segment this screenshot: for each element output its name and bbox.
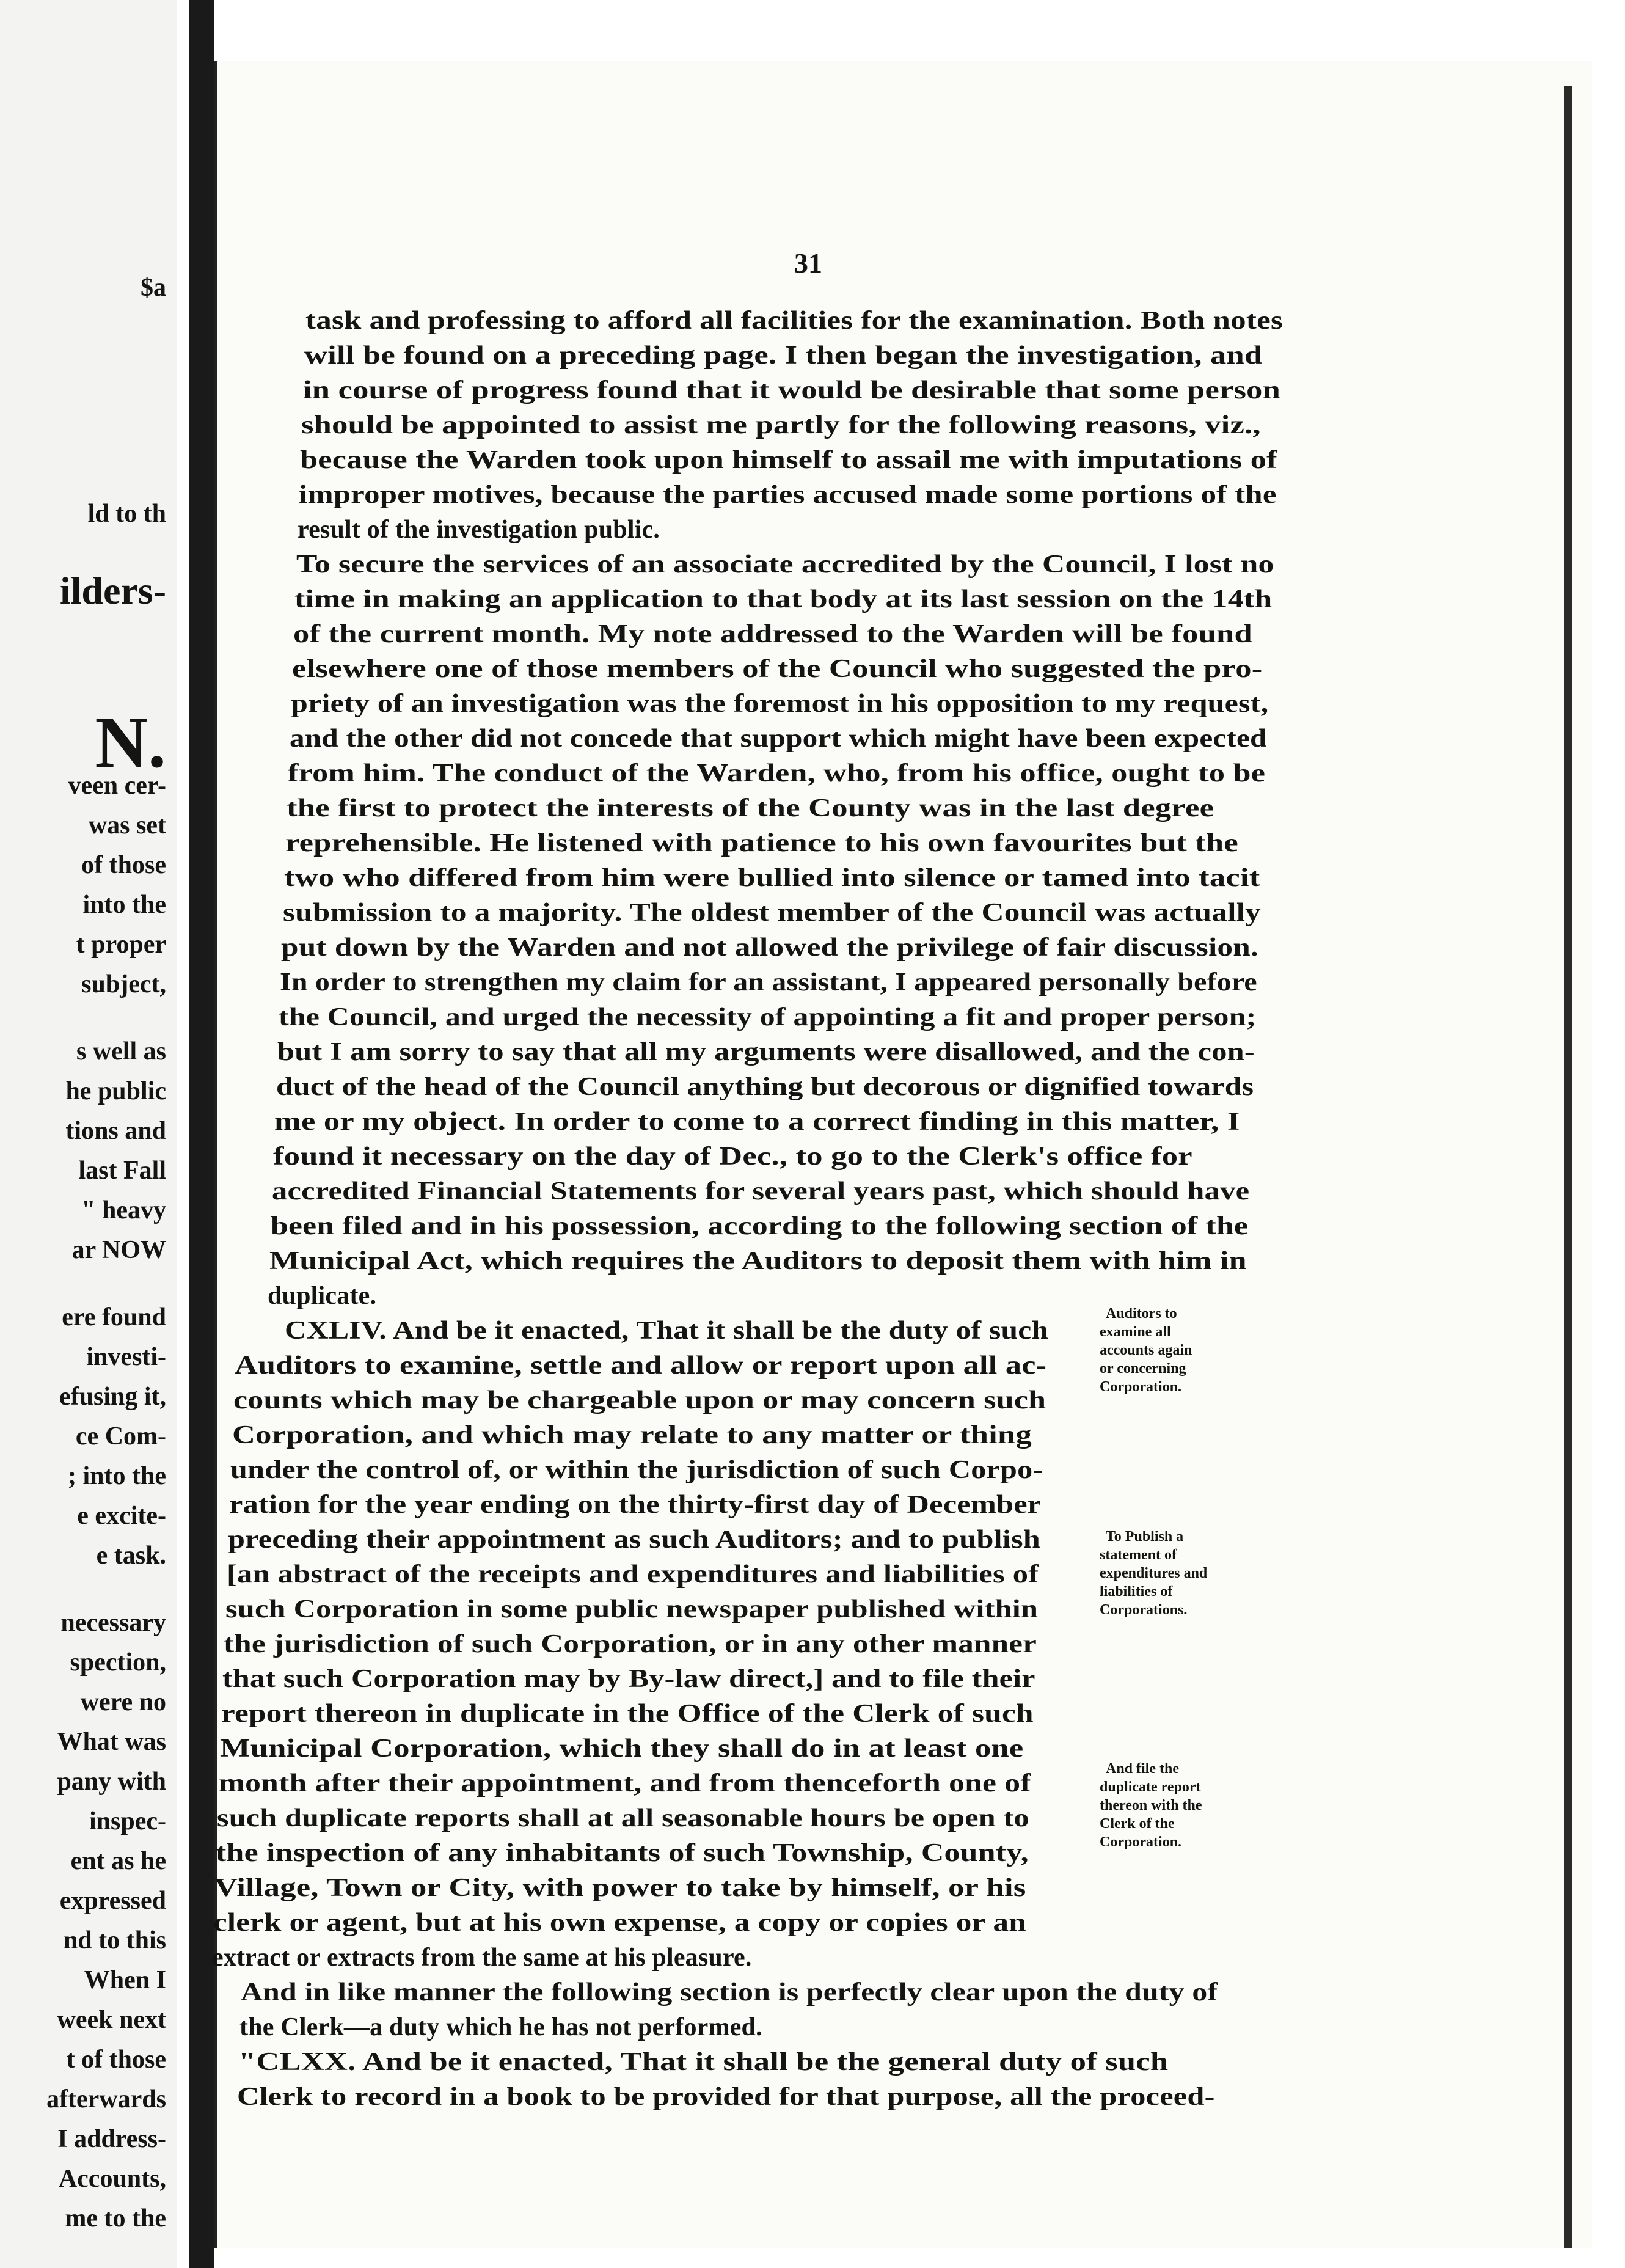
body-line: In order to strengthen my claim for an assistant, I appeared personally before [280, 968, 1257, 997]
left-page-fragment: What was [57, 1728, 166, 1756]
body-line: from him. The conduct of the Warden, who, from his office, ought to be [288, 759, 1266, 788]
body-line: two who differed from him were bullied into silence or tamed into tacit [284, 864, 1260, 892]
body-line: the Clerk—a duty which he has not performed. [239, 2013, 762, 2041]
body-line: in course of progress found that it would be desirable that some person [303, 376, 1280, 404]
left-page-fragment: inspec- [89, 1807, 166, 1835]
body-line: time in making an application to that body at its last session on the 14th [294, 585, 1273, 613]
left-page-fragment: veen cer- [68, 772, 166, 800]
margin-note-line: Corporation. [1100, 1379, 1181, 1395]
margin-note-line: Corporations. [1100, 1602, 1188, 1618]
margin-note-line: statement of [1100, 1547, 1177, 1563]
left-page-fragment: e task. [96, 1542, 166, 1570]
body-line: Municipal Corporation, which they shall do in at least one [220, 1735, 1024, 1763]
left-page-fragment: I address- [57, 2125, 166, 2153]
body-line: month after their appointment, and from thenceforth one of [219, 1769, 1031, 1798]
margin-note-line: Clerk of the [1100, 1816, 1175, 1832]
body-line: Corporation, and which may relate to any matter or thing [232, 1421, 1032, 1449]
left-page-fragment: ld to th [87, 500, 166, 528]
left-page-fragment: into the [82, 891, 166, 919]
left-page-fragment: t proper [76, 931, 166, 959]
left-page-fragment: he public [65, 1077, 166, 1105]
body-line: such duplicate reports shall at all seasonable hours be open to [217, 1804, 1029, 1832]
body-line: "CLXX. And be it enacted, That it shall be the general duty of such [238, 2048, 1169, 2076]
left-page-fragment: N. [95, 701, 166, 783]
left-page-fragment: ce Com- [75, 1422, 166, 1450]
body-line: result of the investigation public. [298, 516, 660, 544]
margin-note-line: Auditors to [1106, 1306, 1177, 1322]
left-page-fragment: pany with [57, 1768, 166, 1796]
left-page-fragment: afterwards [46, 2085, 166, 2113]
body-line: And in like manner the following section is perfectly clear upon the duty of [241, 1978, 1218, 2006]
body-line: clerk or agent, but at his own expense, a copy or copies or an [213, 1909, 1026, 1937]
body-line: duct of the head of the Council anything but decorous or dignified towards [276, 1073, 1254, 1101]
left-page-fragment: ent as he [70, 1847, 166, 1875]
left-page-fragment: necessary [60, 1609, 166, 1637]
body-line: been filed and in his possession, according to the following section of the [271, 1212, 1249, 1240]
left-page-fragment: subject, [81, 970, 166, 998]
left-page-fragment: me to the [65, 2204, 166, 2233]
left-page-fragment: spection, [70, 1648, 166, 1677]
body-line: To secure the services of an associate accredited by the Council, I lost no [296, 551, 1274, 579]
body-line: ration for the year ending on the thirty-first day of December [229, 1491, 1042, 1519]
body-line: the inspection of any inhabitants of such Township, County, [216, 1839, 1029, 1867]
left-page-fragment: was set [88, 811, 166, 840]
body-line: should be appointed to assist me partly for the following reasons, viz., [301, 411, 1261, 439]
left-page-fragment: investi- [86, 1343, 166, 1371]
margin-note-line: Corporation. [1100, 1834, 1181, 1850]
margin-note-line: or concerning [1100, 1361, 1186, 1377]
body-line: Clerk to record in a book to be provided for that purpose, all the proceed- [237, 2083, 1215, 2111]
left-page-fragment: Accounts, [58, 2165, 166, 2193]
body-line: that such Corporation may by By-law direct,] and to file their [222, 1665, 1035, 1693]
left-page-fragment: week next [57, 2006, 166, 2034]
body-line: counts which may be chargeable upon or may concern such [233, 1386, 1046, 1414]
body-line: [an abstract of the receipts and expenditures and liabilities of [227, 1560, 1039, 1589]
body-line: duplicate. [268, 1282, 377, 1310]
body-line: put down by the Warden and not allowed the privilege of fair discussion. [281, 934, 1259, 962]
body-line: elsewhere one of those members of the Council who suggested the pro- [292, 655, 1263, 683]
body-line: extract or extracts from the same at his pleasure. [212, 1944, 752, 1972]
margin-note-line: examine all [1100, 1324, 1171, 1340]
left-page-fragment: ar NOW [71, 1236, 166, 1264]
margin-note-line: To Publish a [1106, 1529, 1184, 1545]
left-page-fragment: $a [141, 274, 166, 302]
margin-note-line: thereon with the [1100, 1798, 1202, 1813]
left-page-fragment: nd to this [63, 1926, 166, 1955]
margin-note-line: accounts again [1100, 1342, 1192, 1358]
left-page-fragment: ; into the [68, 1462, 166, 1490]
body-line: submission to a majority. The oldest member of the Council was actually [283, 899, 1262, 927]
body-line: under the control of, or within the jurisdiction of such Corpo- [230, 1456, 1043, 1484]
body-line: and the other did not concede that support which might have been expected [290, 725, 1267, 753]
left-page-fragment: ere found [62, 1303, 166, 1331]
page-edge-shadow [1564, 86, 1572, 2248]
left-page-fragment: efusing it, [59, 1383, 166, 1411]
body-line: Municipal Act, which requires the Auditors to deposit them with him in [269, 1247, 1247, 1275]
left-page-fragment: e excite- [77, 1502, 166, 1530]
left-page-fragment: s well as [76, 1037, 166, 1066]
body-line: will be found on a preceding page. I then began the investigation, and [304, 342, 1263, 370]
margin-note-line: liabilities of [1100, 1584, 1173, 1600]
body-line: task and professing to afford all facilities for the examination. Both notes [305, 307, 1284, 335]
body-line: the jurisdiction of such Corporation, or in any other manner [224, 1630, 1037, 1658]
left-page-fragment: tions and [65, 1117, 166, 1145]
body-line: the first to protect the interests of the County was in the last degree [287, 794, 1214, 822]
body-line: of the current month. My note addressed to the Warden will be found [293, 620, 1252, 648]
page-number: 31 [794, 247, 822, 279]
left-page-edge [0, 0, 177, 2268]
left-page-fragment: t of those [66, 2046, 166, 2074]
margin-note-line: And file the [1106, 1761, 1179, 1777]
body-line: accredited Financial Statements for several years past, which should have [272, 1177, 1250, 1205]
body-line: me or my object. In order to come to a correct finding in this matter, I [274, 1108, 1240, 1136]
body-line: preceding their appointment as such Auditors; and to publish [228, 1526, 1040, 1554]
body-line: report thereon in duplicate in the Office of the Clerk of such [221, 1700, 1034, 1728]
body-line: because the Warden took upon himself to assail me with imputations of [300, 446, 1277, 474]
margin-note-line: duplicate report [1100, 1779, 1201, 1795]
left-page-fragment: ilders- [59, 569, 166, 612]
body-line: found it necessary on the day of Dec., to go to the Clerk's office for [273, 1143, 1192, 1171]
left-page-fragment: " heavy [81, 1196, 166, 1224]
left-page-fragment: expressed [59, 1887, 166, 1915]
body-line: the Council, and urged the necessity of appointing a fit and proper person; [279, 1003, 1257, 1031]
body-line: Auditors to examine, settle and allow or report upon all ac- [235, 1352, 1047, 1380]
margin-note-line: expenditures and [1100, 1565, 1208, 1581]
body-line: such Corporation in some public newspaper published within [225, 1595, 1039, 1623]
left-page-fragment: of those [81, 851, 166, 879]
body-line: Village, Town or City, with power to take by himself, or his [214, 1874, 1026, 1902]
body-line: CXLIV. And be it enacted, That it shall be the duty of such [285, 1317, 1049, 1345]
left-page-fragment: When I [84, 1966, 166, 1994]
body-line: priety of an investigation was the foremost in his opposition to my request, [291, 690, 1269, 718]
left-page-fragment: were no [80, 1688, 166, 1716]
body-line: improper motives, because the parties accused made some portions of the [299, 481, 1277, 509]
gutter-shadow [189, 0, 214, 2268]
body-line: but I am sorry to say that all my arguments were disallowed, and the con- [277, 1038, 1255, 1066]
left-page-fragment: last Fall [78, 1157, 166, 1185]
body-line: reprehensible. He listened with patience to his own favourites but the [285, 829, 1238, 857]
